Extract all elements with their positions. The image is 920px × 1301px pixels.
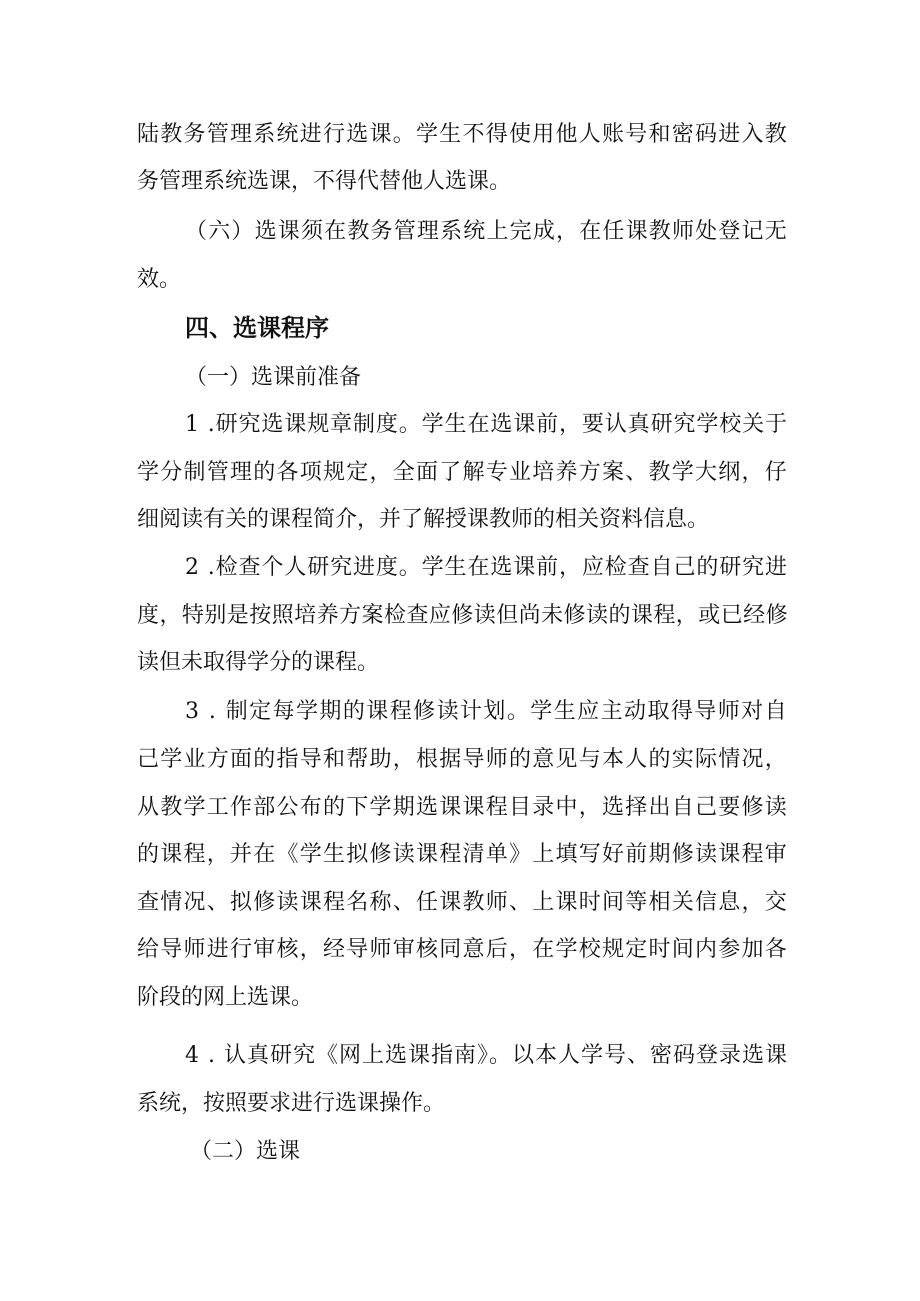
paragraph-line: 4 . 认真研究《网上选课指南》。以本人学号、密码登录选课 (185, 1043, 788, 1068)
paragraph-line: 阶段的网上选课。 (137, 985, 314, 1010)
paragraph-line: 己学业方面的指导和帮助，根据导师的意见与本人的实际情况， (137, 747, 789, 772)
paragraph-line: 系统，按照要求进行选课操作。 (137, 1091, 446, 1116)
paragraph-line: 的课程，并在《学生拟修读课程清单》上填写好前期修读课程审 (137, 842, 789, 867)
subsection-heading: （二）选课 (190, 1139, 301, 1164)
paragraph-line: 学分制管理的各项规定，全面了解专业培养方案、教学大纲，仔 (137, 460, 789, 485)
paragraph-line: 查情况、拟修读课程名称、任课教师、上课时间等相关信息，交 (137, 890, 789, 915)
paragraph-line: 给导师进行审核，经导师审核同意后，在学校规定时间内参加各 (137, 937, 789, 962)
paragraph-line: 细阅读有关的课程简介，并了解授课教师的相关资料信息。 (137, 507, 710, 532)
paragraph-line: 度，特别是按照培养方案检查应修读但尚未修读的课程，或已经修 (137, 603, 789, 628)
paragraph-line: 从教学工作部公布的下学期选课课程目录中，选择出自己要修读 (137, 795, 789, 820)
paragraph-line: 1 .研究选课规章制度。学生在选课前，要认真研究学校关于 (185, 412, 788, 437)
subsection-heading: （一）选课前准备 (185, 365, 362, 390)
paragraph-line: 效。 (137, 267, 182, 292)
paragraph-line: 2 .检查个人研究进度。学生在选课前，应检查自己的研究进 (185, 555, 788, 580)
paragraph-line: 3 . 制定每学期的课程修读计划。学生应主动取得导师对自 (185, 699, 789, 724)
section-heading: 四、选课程序 (185, 314, 329, 342)
paragraph-line: 读但未取得学分的课程。 (137, 650, 380, 675)
paragraph-line: 务管理系统选课，不得代替他人选课。 (137, 169, 512, 194)
paragraph-line: （六）选课须在教务管理系统上完成，在任课教师处登记无 (185, 219, 788, 244)
paragraph-line: 陆教务管理系统进行选课。学生不得使用他人账号和密码进入教 (137, 122, 789, 147)
